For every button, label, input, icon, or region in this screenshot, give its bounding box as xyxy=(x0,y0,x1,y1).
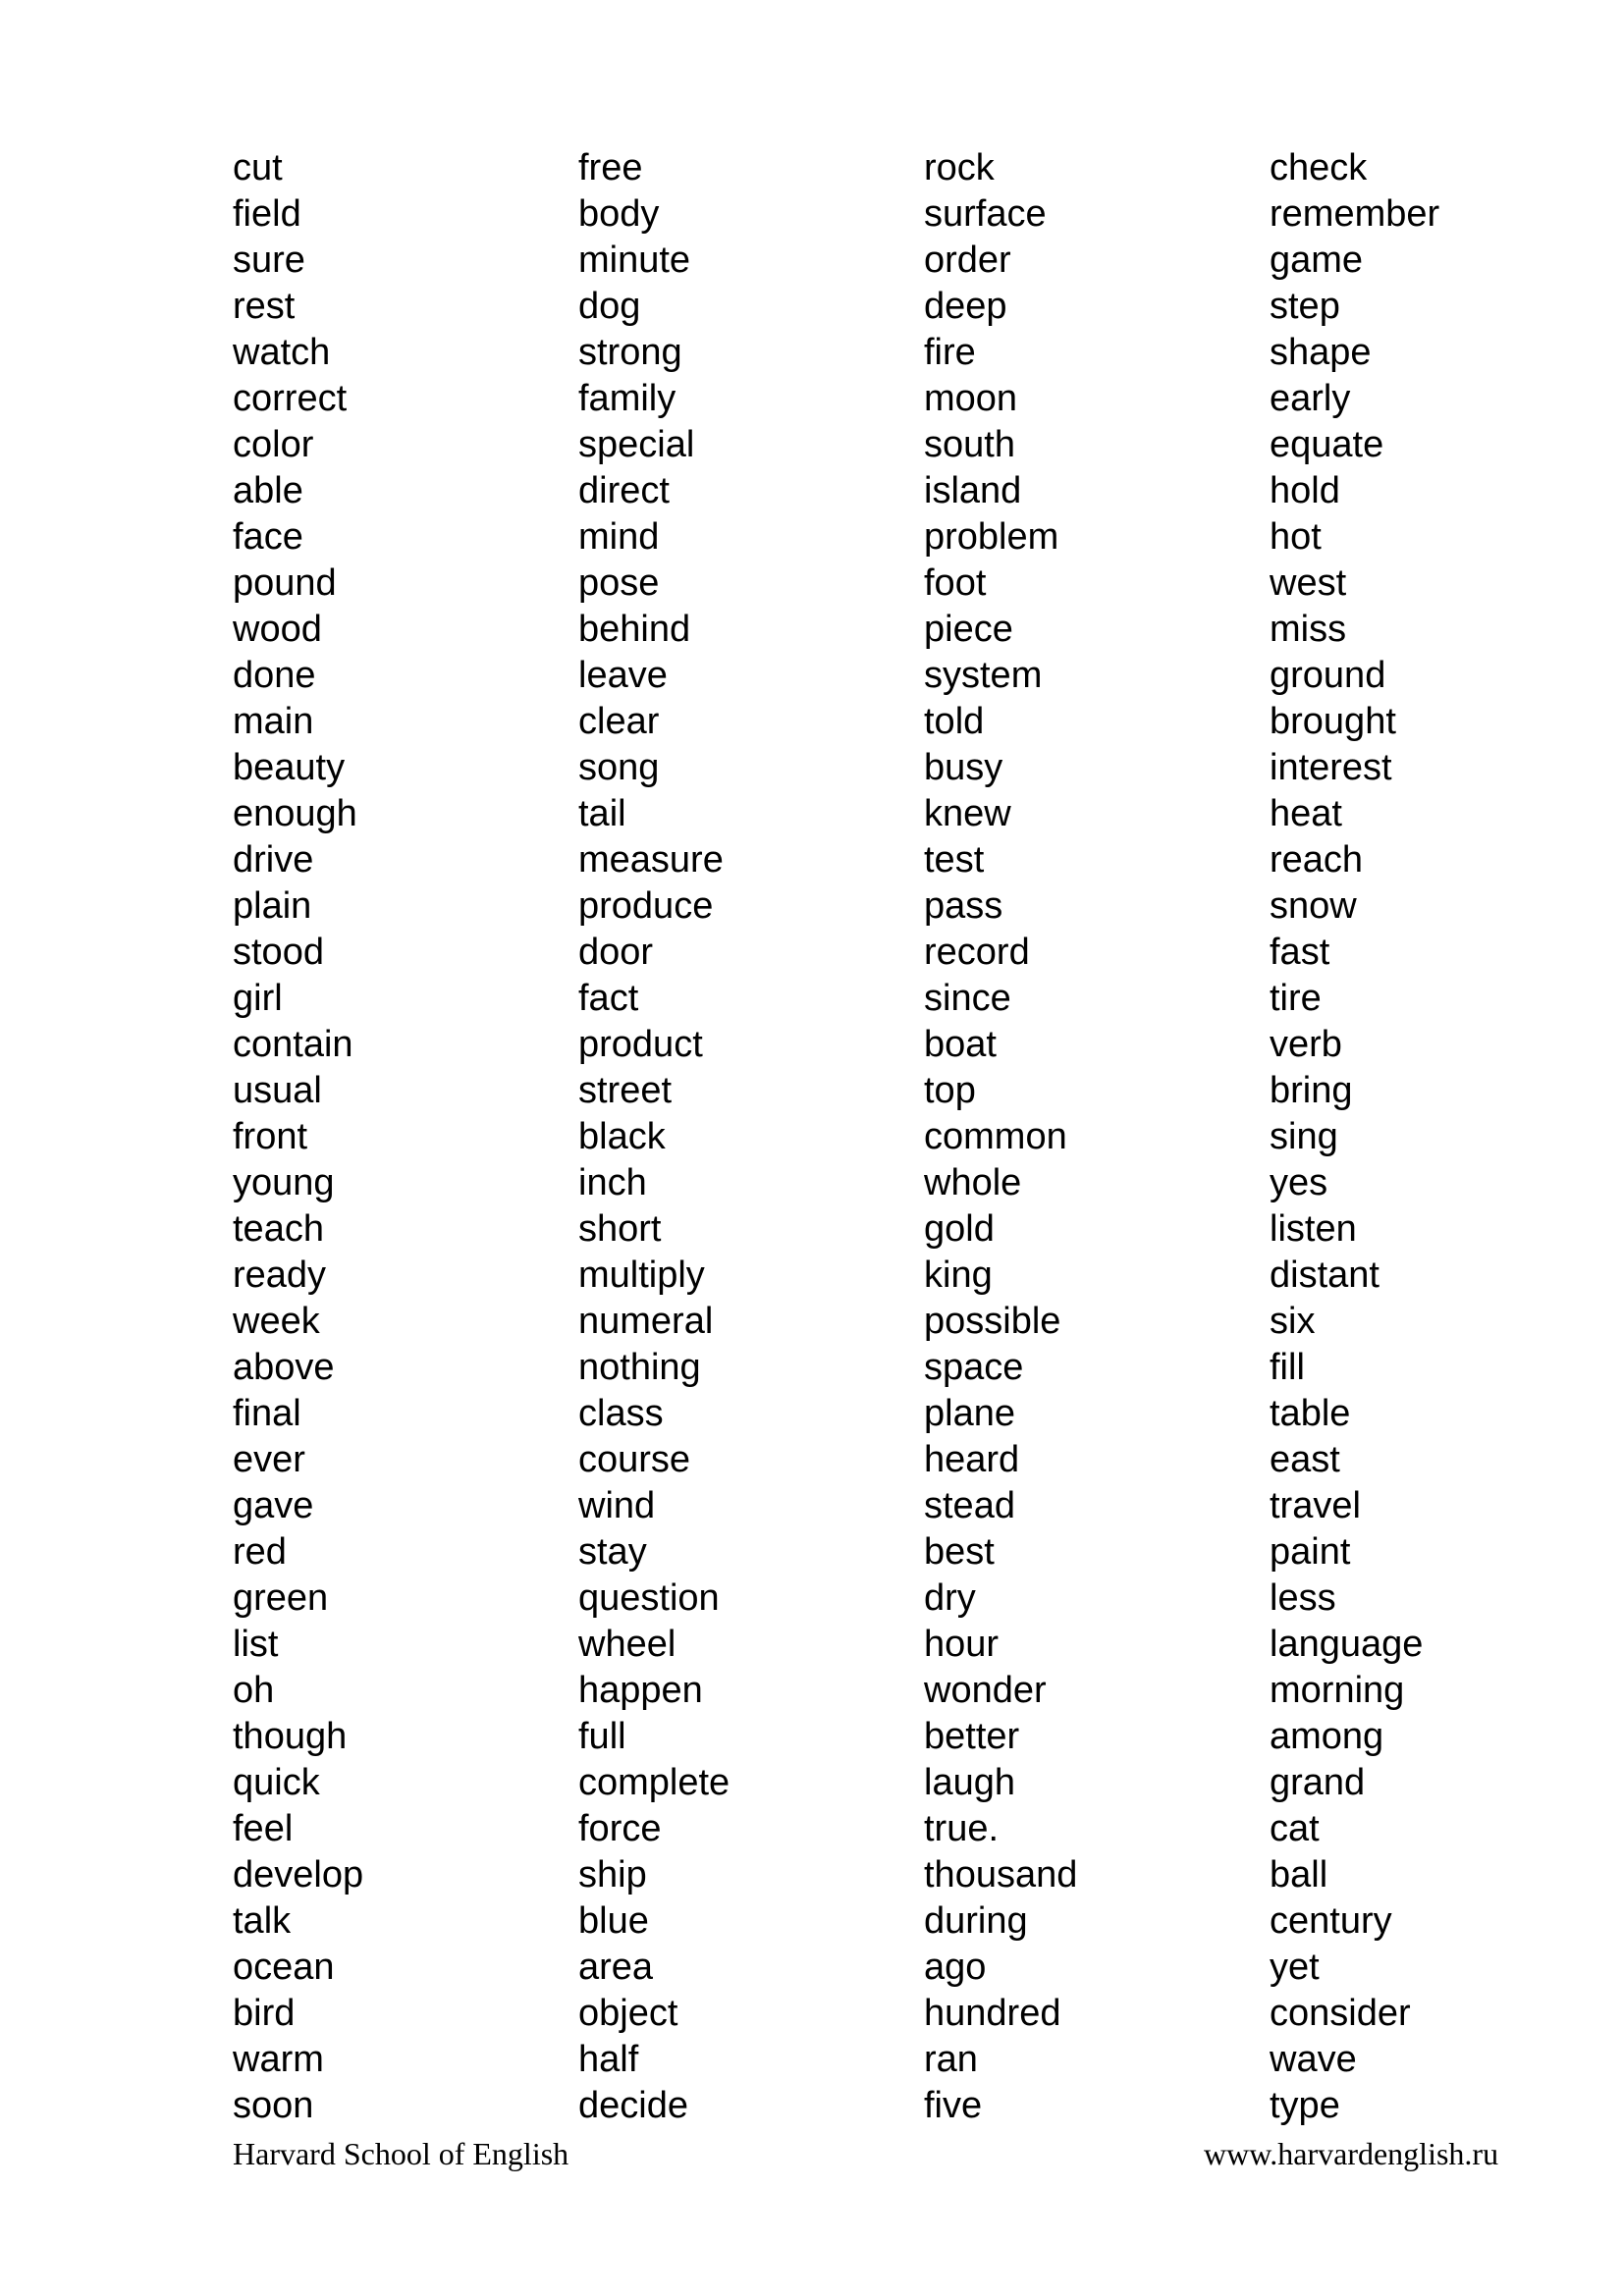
list-item: heat xyxy=(1270,793,1342,834)
list-item: ball xyxy=(1270,1854,1328,1896)
list-item: test xyxy=(924,839,985,881)
list-item: beauty xyxy=(233,747,346,788)
list-item: yet xyxy=(1270,1947,1320,1988)
list-item: girl xyxy=(233,978,283,1019)
list-item: though xyxy=(233,1716,348,1757)
list-item: watch xyxy=(233,332,331,373)
list-item: distant xyxy=(1270,1255,1380,1296)
list-item: among xyxy=(1270,1716,1384,1757)
list-item: knew xyxy=(924,793,1011,834)
footer-website: www.harvardenglish.ru xyxy=(1204,2136,1499,2171)
list-item: measure xyxy=(578,839,724,881)
list-item: reach xyxy=(1270,839,1364,881)
list-item: face xyxy=(233,516,303,558)
list-item: street xyxy=(578,1070,673,1111)
list-item: true. xyxy=(924,1808,1000,1849)
list-item: clear xyxy=(578,701,660,742)
list-item: black xyxy=(578,1116,666,1157)
list-item: fill xyxy=(1270,1347,1305,1388)
list-item: oh xyxy=(233,1670,275,1711)
list-item: leave xyxy=(578,655,668,696)
list-item: ocean xyxy=(233,1947,335,1988)
list-item: fire xyxy=(924,332,976,373)
list-item: quick xyxy=(233,1762,320,1803)
list-item: enough xyxy=(233,793,357,834)
list-item: course xyxy=(578,1439,691,1480)
list-item: tail xyxy=(578,793,626,834)
list-item: color xyxy=(233,424,314,465)
list-item: possible xyxy=(924,1301,1061,1342)
list-item: develop xyxy=(233,1854,364,1896)
list-item: fast xyxy=(1270,932,1330,973)
list-item: feel xyxy=(233,1808,294,1849)
list-item: heard xyxy=(924,1439,1020,1480)
list-item: laugh xyxy=(924,1762,1015,1803)
word-column-4 xyxy=(1270,145,1564,2129)
list-item: main xyxy=(233,701,314,742)
list-item: bring xyxy=(1270,1070,1353,1111)
list-item: surface xyxy=(924,193,1047,235)
list-item: week xyxy=(233,1301,320,1342)
list-item: able xyxy=(233,470,303,511)
list-item: sing xyxy=(1270,1116,1338,1157)
list-item: order xyxy=(924,240,1011,281)
list-item: verb xyxy=(1270,1024,1342,1065)
list-item: snow xyxy=(1270,885,1357,927)
list-item: object xyxy=(578,1993,678,2034)
list-item: gave xyxy=(233,1485,314,1526)
list-item: game xyxy=(1270,240,1364,281)
list-item: fact xyxy=(578,978,639,1019)
list-item: travel xyxy=(1270,1485,1361,1526)
list-item: yes xyxy=(1270,1162,1328,1203)
list-item: soon xyxy=(233,2085,314,2126)
list-item: plain xyxy=(233,885,312,927)
list-item: red xyxy=(233,1531,287,1573)
list-item: drive xyxy=(233,839,314,881)
list-item: space xyxy=(924,1347,1024,1388)
list-item: step xyxy=(1270,286,1340,327)
list-item: consider xyxy=(1270,1993,1411,2034)
list-item: stay xyxy=(578,1531,647,1573)
list-item: system xyxy=(924,655,1043,696)
list-item: ever xyxy=(233,1439,305,1480)
list-item: free xyxy=(578,147,643,188)
list-item: island xyxy=(924,470,1022,511)
list-item: brought xyxy=(1270,701,1396,742)
list-item: dog xyxy=(578,286,641,327)
list-item: class xyxy=(578,1393,664,1434)
list-item: correct xyxy=(233,378,348,419)
list-item: gold xyxy=(924,1208,995,1250)
list-item: teach xyxy=(233,1208,324,1250)
list-item: hot xyxy=(1270,516,1322,558)
list-item: hour xyxy=(924,1624,1000,1665)
list-item: equate xyxy=(1270,424,1384,465)
list-item: check xyxy=(1270,147,1368,188)
list-item: rest xyxy=(233,286,296,327)
list-item: moon xyxy=(924,378,1018,419)
list-item: miss xyxy=(1270,609,1347,650)
list-item: listen xyxy=(1270,1208,1357,1250)
list-item: short xyxy=(578,1208,662,1250)
list-item: ship xyxy=(578,1854,647,1896)
list-item: six xyxy=(1270,1301,1316,1342)
list-item: question xyxy=(578,1577,720,1619)
list-item: stood xyxy=(233,932,324,973)
list-item: wheel xyxy=(578,1624,676,1665)
list-item: record xyxy=(924,932,1030,973)
list-item: body xyxy=(578,193,660,235)
list-item: morning xyxy=(1270,1670,1405,1711)
list-item: ground xyxy=(1270,655,1386,696)
list-item: table xyxy=(1270,1393,1351,1434)
list-item: complete xyxy=(578,1762,730,1803)
list-item: type xyxy=(1270,2085,1340,2126)
list-item: rock xyxy=(924,147,995,188)
list-item: grand xyxy=(1270,1762,1366,1803)
list-item: top xyxy=(924,1070,976,1111)
list-item: inch xyxy=(578,1162,647,1203)
list-item: language xyxy=(1270,1624,1424,1665)
list-item: deep xyxy=(924,286,1007,327)
list-item: king xyxy=(924,1255,993,1296)
list-item: behind xyxy=(578,609,691,650)
list-item: ran xyxy=(924,2039,978,2080)
list-item: blue xyxy=(578,1900,649,1942)
list-item: dry xyxy=(924,1577,976,1619)
list-item: during xyxy=(924,1900,1028,1942)
list-item: plane xyxy=(924,1393,1015,1434)
list-item: better xyxy=(924,1716,1020,1757)
list-item: foot xyxy=(924,562,987,604)
list-item: strong xyxy=(578,332,682,373)
list-item: pass xyxy=(924,885,1003,927)
list-item: busy xyxy=(924,747,1003,788)
word-column-2 xyxy=(578,145,924,2129)
list-item: best xyxy=(924,1531,995,1573)
list-item: pound xyxy=(233,562,337,604)
list-item: hold xyxy=(1270,470,1340,511)
list-item: talk xyxy=(233,1900,292,1942)
list-item: common xyxy=(924,1116,1067,1157)
list-item: force xyxy=(578,1808,662,1849)
list-item: problem xyxy=(924,516,1059,558)
list-item: multiply xyxy=(578,1255,705,1296)
list-item: wind xyxy=(578,1485,656,1526)
list-item: remember xyxy=(1270,193,1440,235)
word-column-3 xyxy=(924,145,1270,2129)
list-item: final xyxy=(233,1393,301,1434)
footer-school-name: Harvard School of English xyxy=(233,2136,569,2171)
list-item: shape xyxy=(1270,332,1372,373)
list-item: pose xyxy=(578,562,660,604)
list-item: door xyxy=(578,932,654,973)
list-item: product xyxy=(578,1024,703,1065)
list-item: ready xyxy=(233,1255,327,1296)
list-item: special xyxy=(578,424,695,465)
list-item: above xyxy=(233,1347,335,1388)
list-item: area xyxy=(578,1947,654,1988)
list-item: west xyxy=(1270,562,1347,604)
list-item: ago xyxy=(924,1947,987,1988)
list-item: front xyxy=(233,1116,308,1157)
word-grid xyxy=(233,145,1529,2129)
list-item: decide xyxy=(578,2085,688,2126)
list-item: nothing xyxy=(578,1347,701,1388)
list-item: field xyxy=(233,193,301,235)
list-item: green xyxy=(233,1577,329,1619)
list-item: full xyxy=(578,1716,626,1757)
list-item: tire xyxy=(1270,978,1322,1019)
list-item: half xyxy=(578,2039,639,2080)
list-item: numeral xyxy=(578,1301,714,1342)
list-item: century xyxy=(1270,1900,1392,1942)
list-item: east xyxy=(1270,1439,1340,1480)
list-item: wonder xyxy=(924,1670,1047,1711)
list-item: five xyxy=(924,2085,983,2126)
list-item: produce xyxy=(578,885,714,927)
list-item: young xyxy=(233,1162,335,1203)
list-item: wood xyxy=(233,609,322,650)
list-item: mind xyxy=(578,516,660,558)
list-item: piece xyxy=(924,609,1013,650)
list-item: paint xyxy=(1270,1531,1351,1573)
list-item: contain xyxy=(233,1024,353,1065)
list-item: list xyxy=(233,1624,279,1665)
list-item: since xyxy=(924,978,1011,1019)
list-item: cut xyxy=(233,147,283,188)
list-item: bird xyxy=(233,1993,296,2034)
list-item: warm xyxy=(233,2039,324,2080)
list-item: wave xyxy=(1270,2039,1357,2080)
list-item: told xyxy=(924,701,985,742)
list-item: happen xyxy=(578,1670,703,1711)
list-item: south xyxy=(924,424,1015,465)
list-item: family xyxy=(578,378,676,419)
list-item: minute xyxy=(578,240,691,281)
list-item: stead xyxy=(924,1485,1015,1526)
list-item: less xyxy=(1270,1577,1336,1619)
word-column-1 xyxy=(233,145,578,2129)
list-item: boat xyxy=(924,1024,997,1065)
list-item: hundred xyxy=(924,1993,1061,2034)
list-item: direct xyxy=(578,470,670,511)
list-item: done xyxy=(233,655,316,696)
list-item: whole xyxy=(924,1162,1022,1203)
list-item: song xyxy=(578,747,660,788)
list-item: thousand xyxy=(924,1854,1078,1896)
list-item: sure xyxy=(233,240,305,281)
list-item: early xyxy=(1270,378,1351,419)
list-item: interest xyxy=(1270,747,1392,788)
list-item: cat xyxy=(1270,1808,1320,1849)
list-item: usual xyxy=(233,1070,322,1111)
